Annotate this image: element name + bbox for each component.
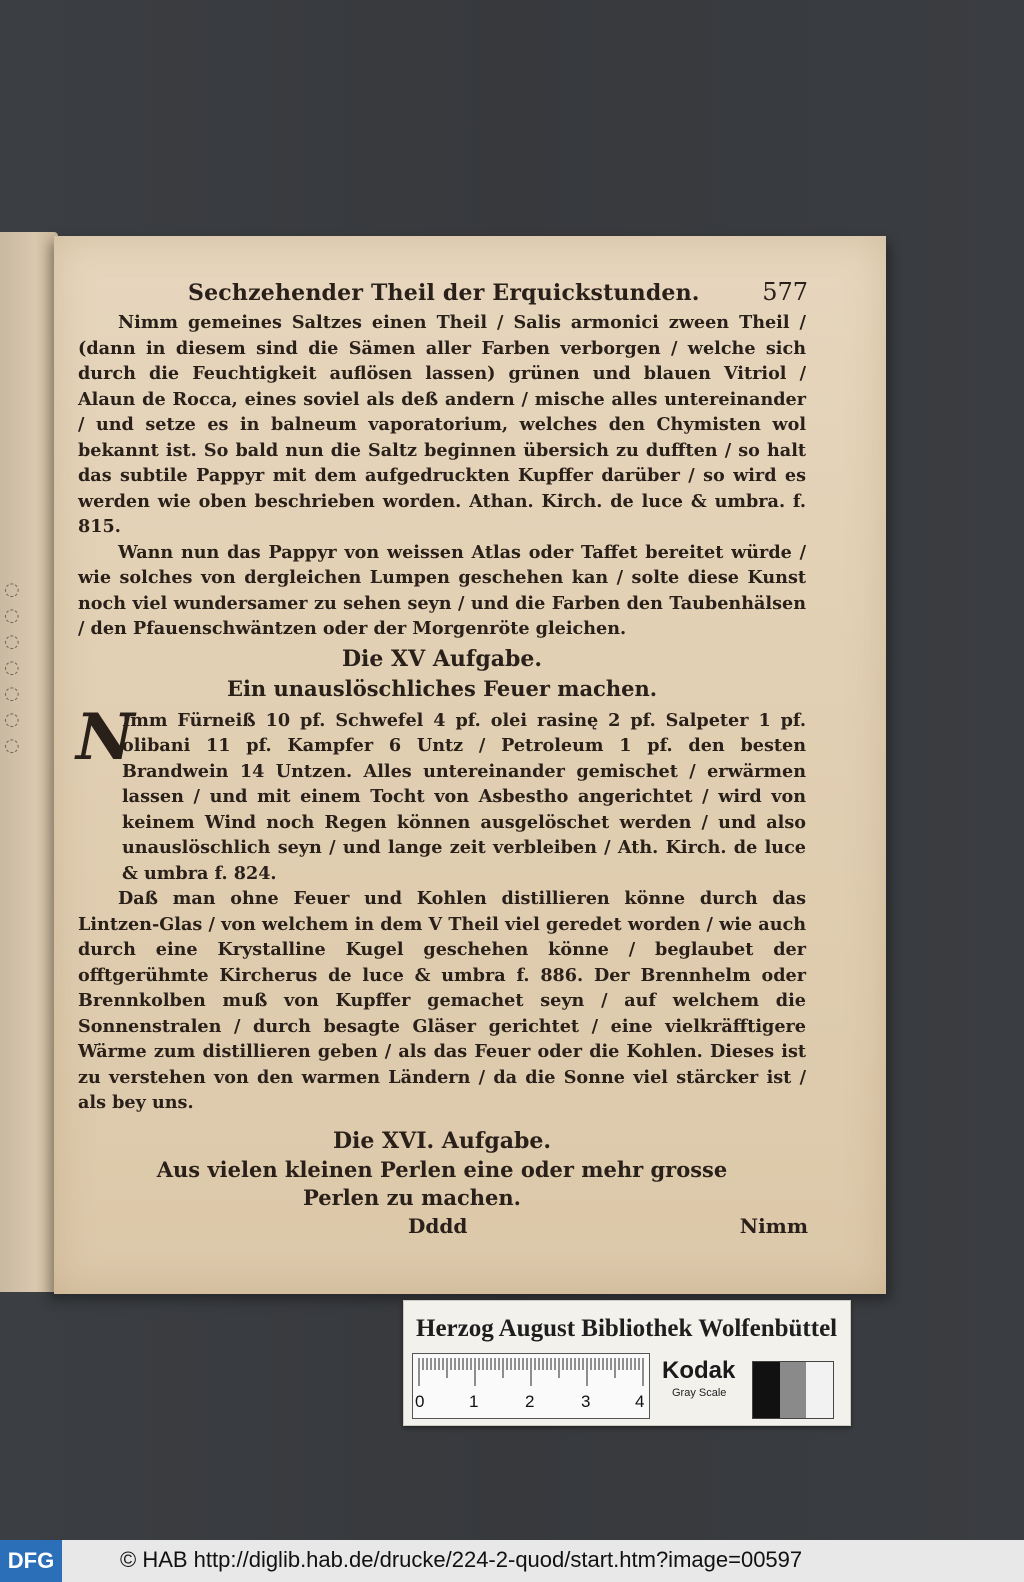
copyright-link[interactable]: © HAB http://diglib.hab.de/drucke/224-2-quod/start.htm?image=00597 (120, 1547, 803, 1572)
paragraph-distilling: Daß man ohne Feuer und Kohlen distillieren könne durch das Lintzen-Glas / von welchem in dem V Theil viel geredet worden / wie auch durch eine Krystalline Kugel geschehen könne / beglaubet der offtgerühmte Kircherus de luce & umbra f. 886. Der Brennhelm oder Brennkolben muß von Kupffer gemachet seyn / auf welchem die Sonnenstralen / durch besagte Gläser gerichtet / eine vielkräfftigere Wärme zum distillieren geben / als das Feuer oder die Kohlen. Dieses ist zu verstehen von den warmen Ländern / da die Sonne viel stärcker ist / als bey uns. (78, 888, 806, 1113)
page-text-block (78, 278, 806, 1238)
ruler-number: 4 (635, 1392, 645, 1411)
dropcap-paragraph (76, 699, 806, 887)
library-color-card (403, 1300, 851, 1426)
ruler-number: 0 (415, 1392, 425, 1411)
ruler-number: 3 (581, 1392, 591, 1411)
book-page (54, 236, 886, 1294)
running-title: Sechzehender Theil der Erquickstunden. (188, 280, 700, 306)
ruler-ticks (417, 1356, 645, 1386)
gray-scale-label: Gray Scale (672, 1387, 727, 1399)
library-name: Herzog August Bibliothek Wolfenbüttel (416, 1315, 838, 1342)
catchword: Nimm (739, 1213, 808, 1238)
drop-cap-letter: N (76, 699, 135, 775)
ruler-number: 2 (525, 1392, 535, 1411)
gray-scale-swatches (752, 1361, 834, 1419)
page-footer-line (78, 1214, 806, 1238)
page-number: 577 (762, 278, 808, 306)
section-subheading-xv: Ein unauslöschliches Feuer machen. (226, 675, 658, 701)
gray-swatch (806, 1362, 833, 1418)
section-subheading-xvi-line2: Perlen zu machen. (303, 1184, 521, 1210)
dfg-logo: DFG (0, 1540, 62, 1582)
kodak-logo: Kodak (662, 1357, 736, 1384)
running-header (78, 278, 806, 306)
gray-swatch (780, 1362, 807, 1418)
paragraph-atlas-paper: Wann nun das Pappyr von weissen Atlas oder Taffet bereitet würde / wie solches von dergleichen Lumpen geschehen kan / solte diese Kunst noch viel wundersamer zu sehen seyn / und die Farben den Taubenhälsen / den Pfauenschwäntzen oder der Morgenröte gleichen. (78, 541, 806, 639)
ruler-number: 1 (469, 1392, 479, 1411)
section-heading-xv: Die XV Aufgabe. (341, 645, 543, 672)
section-heading-xvi: Die XVI. Aufgabe. (332, 1127, 552, 1154)
paragraph-salts: Nimm gemeines Saltzes einen Theil / Salis armonici zween Theil / (dann in diesem sind die Sämen aller Farben verborgen / welche sich durch die Feuchtigkeit auflösen lassen) grünen und blauen Vitriol / Alaun de Rocca, eines soviel als deß andern / mische alles untereinander / und setze es in balneum vaporatorium, welches den Chymisten wol bekannt ist. So bald nun die Saltz beginnen übersich zu dufften / so halt das subtile Pappyr mit dem aufgedruckten Kupffer darüber / so wird es werden wie oben beschrieben worden. Athan. Kirch. de luce & umbra. f. 815. (78, 312, 806, 537)
viewer-footer (0, 1540, 1024, 1582)
gray-swatch (753, 1362, 780, 1418)
adjacent-page-letters: ◌ ◌ ◌ ◌ ◌ ◌ ◌ (4, 579, 20, 756)
section-subheading-xvi-line1: Aus vielen kleinen Perlen eine oder mehr grosse (156, 1156, 728, 1182)
paragraph-fire-recipe: Imm Fürneiß 10 pf. Schwefel 4 pf. olei rasinę 2 pf. Salpeter 1 pf. olibani 11 pf. Kampfer 6 Untz / Petroleum 1 pf. den besten Brandwein 14 Untzen. Alles untereinander gemischet / erwärmen lassen / und mit einem Tocht von Asbestho angerichtet / wird von keinem Wind noch Regen können ausgelöschet werden / und also unauslöschlich seyn / und lange zeit verbleiben / Ath. Kirch. de luce & umbra f. 824. (122, 709, 806, 884)
signature-mark: Dddd (408, 1213, 468, 1238)
scale-ruler (412, 1353, 650, 1419)
